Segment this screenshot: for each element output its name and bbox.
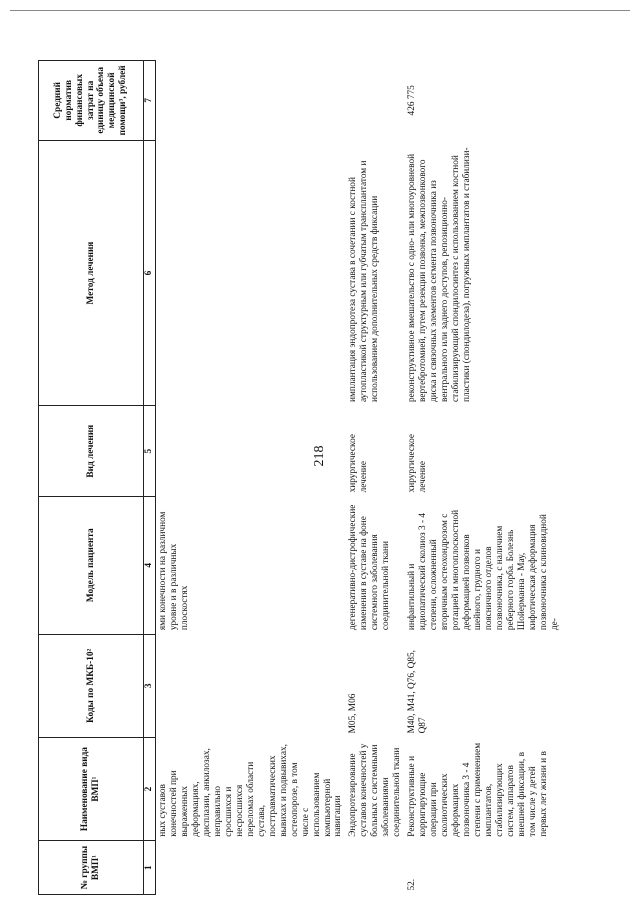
cell-treatment-method: реконструктивное вмешательство с одно- или многоуровневой вертебротомией, путем резекции позвонка, межпозвонкового диска и связочных элементов сегмента позвоночника из вентрального или заднего доступов, репозиционно-стабилизирующий спондилосинтез с использованием костной пластики (спондилодеза), погружных имплантатов и стабилизи- [407,147,473,402]
column-number-row [144,61,156,895]
col-number: 3 [144,634,156,737]
col-number: 4 [144,496,156,634]
cell-icd-codes: M05, M06 [348,693,359,734]
cell-group: 52. [407,878,418,891]
cell-cost [346,61,405,141]
cell-treatment-type [155,406,346,496]
cell-vmp-name: Эндопротезирование суставов конечностей у больных с системными заболеваниями соединительной ткани [348,743,403,837]
cell-patient-model: ями конечности на различном уровне и в различных плоскостях [157,511,190,631]
header-treatment-type: Вид лечения [39,406,144,496]
col-number: 2 [144,737,156,840]
top-rule [10,10,630,11]
cell-vmp-name: ных суставов конечностей при выраженных деформациях, дисплазии, анкилозах, неправильно сросшихся и несросшихся переломах области сустава, посттравматических вывихах и подвывихах, остеопорозе, в том числе с использованием компьютерной навигации [157,744,344,837]
table-row [346,61,405,895]
header-treatment-method: Метод лечения [39,140,144,406]
cell-icd-codes [155,634,346,737]
cell-group [346,841,405,895]
header-vmp-name: Наименование вида ВМП¹ [39,737,144,840]
header-row [39,61,144,895]
header-patient-model: Модель пациента [39,496,144,634]
cell-treatment-type: хирургическое лечение [407,434,429,493]
header-group: № группы ВМП¹ [39,841,144,895]
rotated-table-container [38,60,568,895]
col-number: 6 [144,140,156,406]
cell-icd-codes: M40, M41, Q76, Q85, Q87 [407,649,429,734]
cell-treatment-type: хирургическое лечение [348,434,370,493]
page-number: 218 [312,445,327,467]
header-icd-codes: Коды по МКБ-10² [39,634,144,737]
cell-group [155,841,346,895]
vmp-table [38,60,563,895]
cell-treatment-method: имплантация эндопротеза сустава в сочетании с костной аутопластикой структурным или губчатым трансплантатом и использованием дополнительных средств фиксации [348,160,381,402]
col-number: 7 [144,61,156,141]
header-cost: Средний норматив финансовых затрат на единицу объема медицинской помощи³, рублей [39,61,144,141]
cell-treatment-method [155,140,346,406]
table-row [405,61,563,895]
col-number: 1 [144,841,156,895]
cell-patient-model: инфантильный и идиопатический сколиоз 3 - 4 степени, осложненный вторичным остеохондрозом с ротацией и многоплоскостной деформацией позвонков шейного, грудного и поясничного отделов позвоночника, с наличием реберного горба. Болезнь Шойерманна - Мау, кифотическая деформация позвоночника с клиновидной де- [407,509,560,631]
col-number: 5 [144,406,156,496]
cell-cost [155,61,346,141]
cell-vmp-name: Реконструктивные и корригирующие операции при сколиотических деформациях позвоночника 3 - 4 степени с применением имплантатов, стабилизирующих систем, аппаратов внешней фиксации, в том числе у детей первых лет жизни и в [407,742,549,837]
table-row [155,61,346,895]
cell-cost: 426 775 [407,85,418,116]
cell-patient-model: дегенеративно-дистрофические изменения в суставе на фоне системного заболевания соединительной ткани [348,504,392,631]
